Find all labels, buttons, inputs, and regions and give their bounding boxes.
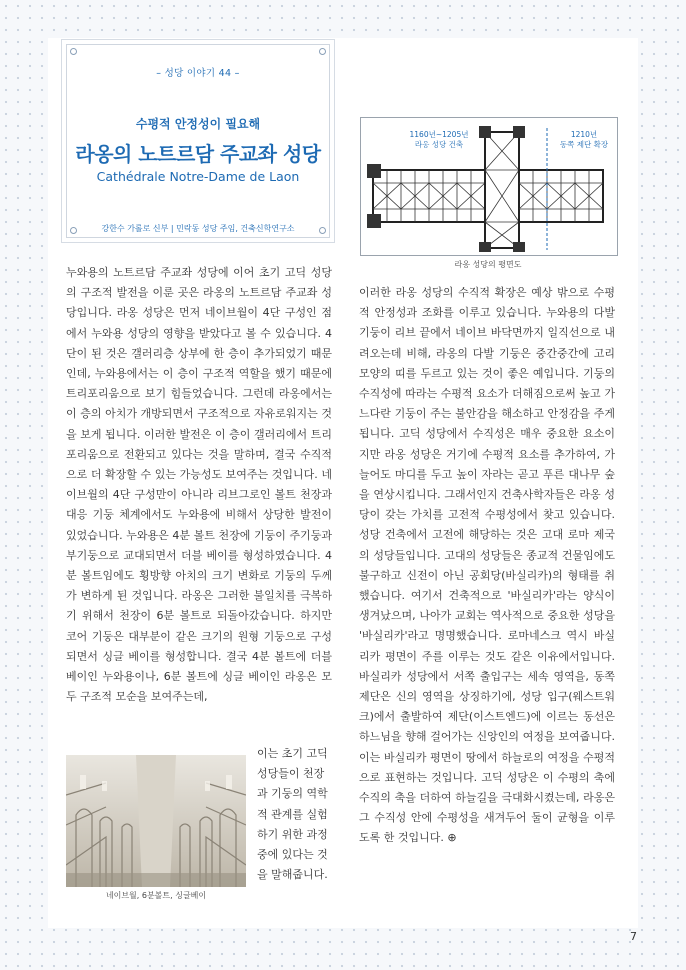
plan-label-extension-year: 1210년 — [570, 130, 598, 139]
right-column — [359, 283, 615, 849]
nave-interior-image — [66, 755, 246, 887]
nave-photo-caption: 네이브월, 6분볼트, 싱글베이 — [105, 891, 207, 900]
corner-dot — [70, 48, 77, 55]
left-column-tail: 이는 초기 고딕 성당들이 천장과 기둥의 역학적 관계를 실험하기 위한 과정 중에 있다는 것을 말해줍니다. — [257, 747, 328, 882]
plan-label-construction-years: 1160년~1205년 — [409, 130, 469, 139]
article-latin-title: Cathédrale Notre-Dame de Laon — [96, 169, 300, 184]
author-line: 강한수 가롤로 신부 | 민락동 성당 주임, 건축신학연구소 — [101, 224, 295, 233]
article-title: 라옹의 노트르담 주교좌 성당 — [75, 142, 321, 166]
plan-label-extension: 동쪽 제단 확장 — [559, 140, 609, 149]
title-box — [66, 44, 330, 238]
floor-plan-caption: 라옹 성당의 평면도 — [454, 260, 522, 269]
floor-plan-figure — [360, 117, 618, 256]
left-column-body: 누와용의 노트르담 주교좌 성당에 이어 초기 고딕 성당의 구조적 발전을 이룬 곳은 라옹의 노트르담 주교좌 성당입니다. 라옹 성당은 먼저 네이브월이 4단 구성인 점에서 누와용 성당의 영향을 받았다고 볼 수 있습니다. 4단이 된 것은 갤러리층 상부에 한 층이 추가되었기 때문인데, 누와용에서는 이 층이 구조적 역할을 했기 때문에 트리포리움으로 보기 힘들었습니다. 그런데 라옹에서는 이 층의 아치가 개방되면서 구조적으로 자유로워지는 것을 보게 됩니다. 이러한 발전은 이 층이 갤러리에서 트리포리움으로 전환되고 있다는 것을 말하며, 결국 수직적으로 더 확장할 수 있는 가능성도 보여주는 것입니다. 네이브월의 4단 구성만이 아니라 리브그로인 볼트 천장과 대응 기둥 체계에서도 누와용에 비해서 상당한 발전이 있었습니다. 누와용은 4분 볼트 천장에 기둥이 주기둥과 부기둥으로 교대되면서 더블 베이를 형성하였습니다. 4분 볼트임에도 횡방향 아치의 크기 변화로 기둥의 두께가 변하게 된 것입니다. 라옹은 그러한 불일치를 극복하기 위해서 천장이 6분 볼트로 되돌아갔습니다. 하지만 코어 기둥은 대부분이 같은 크기의 원형 기둥으로 구성되면서 싱글 베이를 형성합니다. 결국 4분 볼트에 더블 베이인 누와용이나, 6분 볼트에 싱글 베이인 라옹은 모두 구조적 모순을 보여주는데, — [66, 266, 332, 704]
corner-dot — [319, 48, 326, 55]
plan-label-construction: 라옹 성당 건축 — [414, 140, 464, 149]
article-subtitle: 수평적 안정성이 필요해 — [135, 117, 261, 131]
nave-photo — [66, 755, 246, 887]
series-label: – 성당 이야기 44 – — [156, 68, 240, 79]
left-column — [66, 263, 332, 707]
page-number: 7 — [630, 930, 637, 943]
right-column-body: 이러한 라옹 성당의 수직적 확장은 예상 밖으로 수평적 안정성과 조화를 이루고 있습니다. 누와용의 다발 기둥이 리브 끝에서 네이브 바닥면까지 일직선으로 내려오는데 비해, 라옹의 다발 기둥은 중간중간에 고리모양의 띠를 두르고 있는 것이 좋은 예입니다. 기둥의 수직성에 따라는 수평적 요소가 더해짐으로써 높고 가느다란 기둥이 주는 불안감을 해소하고 안정감을 주게 됩니다. 고딕 성당에서 수직성은 매우 중요한 요소이지만 라옹 성당은 거기에 수평적 요소를 추가하여, 가늘어도 마디를 두고 높이 자라는 곧고 푸른 대나무 숲을 연상시킵니다. 그래서인지 건축사학자들은 라옹 성당이 갖는 가치를 고전적 수평성에서 찾고 있습니다. 성당 건축에서 고전에 해당하는 것은 고대 로마 제국의 성당들입니다. 고대의 성당들은 종교적 건물임에도 불구하고 신전이 아닌 공회당(바실리카)의 형태를 취했습니다. 여기서 건축적으로 '바실리카'라는 양식이 생겨났으며, 나아가 교회는 역사적으로 중요한 성당을 '바실리카'라고 명명했습니다. 로마네스크 역시 바실리카 평면이 주를 이루는 것도 같은 이유에서입니다. 바실리카 성당에서 서쪽 출입구는 세속 영역을, 동쪽 제단은 신의 영역을 상징하기에, 성당 입구(웨스트워크)에서 출발하여 제단(이스트엔드)에 이르는 동선은 하느님을 향해 걸어가는 신앙인의 여정을 보여줍니다. 이는 바실리카 평면이 땅에서 하늘로의 여정을 수평적으로 표현하는 것입니다. 고딕 성당은 이 수평의 축에 수직의 축을 더하여 하늘길을 극대화시켰는데, 라옹은 그 수직성 안에 수평성을 새겨두어 둘이 균형을 이루도록 한 것입니다. ⊕ — [359, 286, 615, 845]
